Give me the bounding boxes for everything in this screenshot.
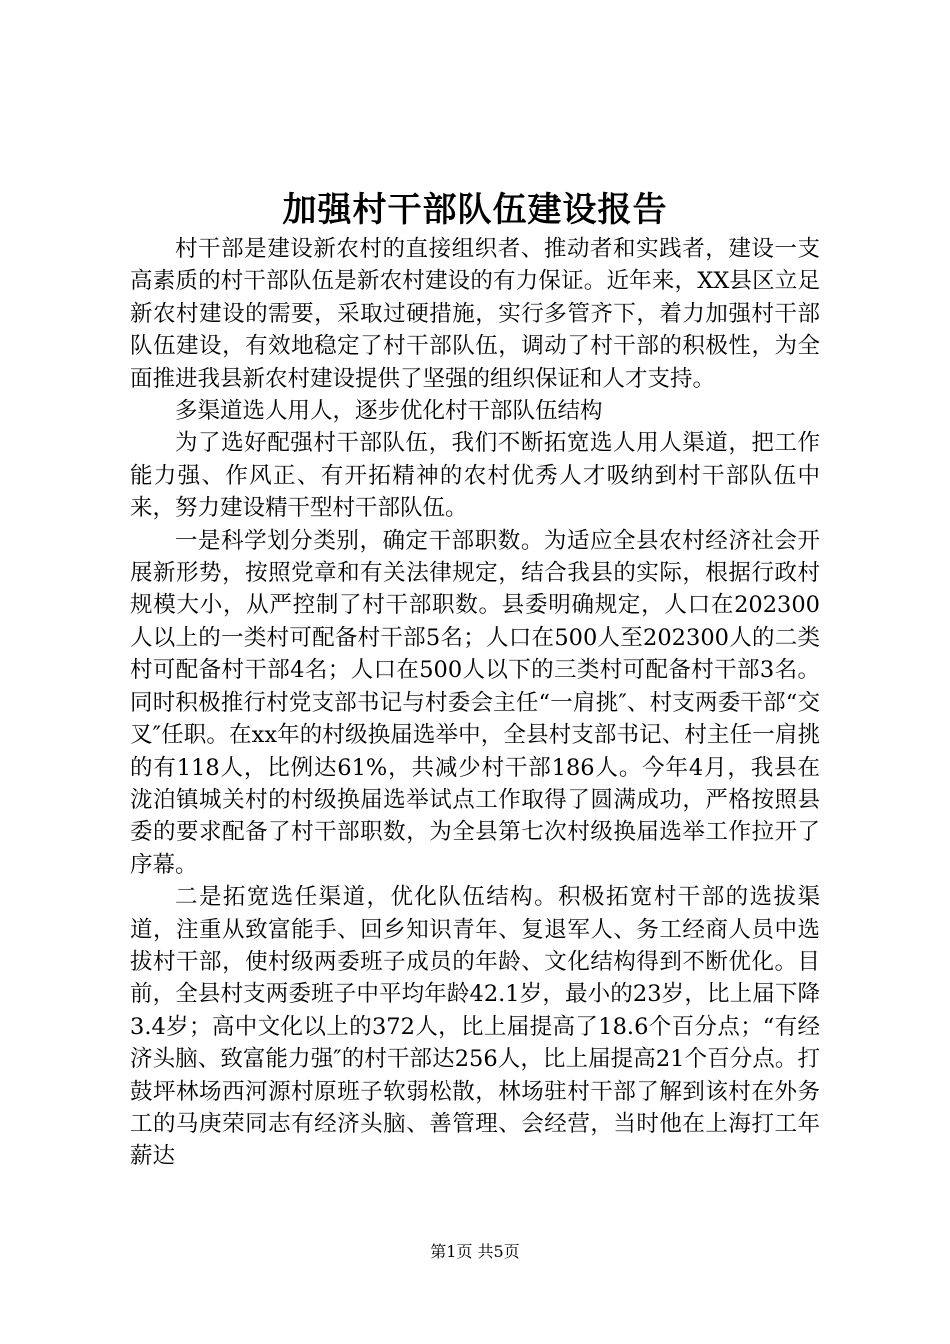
document-title: 加强村干部队伍建设报告 <box>282 190 668 230</box>
document-body <box>130 233 820 1173</box>
paragraph-point-two: 二是拓宽选任渠道，优化队伍结构。积极拓宽村干部的选拔渠道，注重从致富能手、回乡知识青年、复退军人、务工经商人员中选拔村干部，使村级两委班子成员的年龄、文化结构得到不断优化。目前，全县村支两委班子中平均年龄42.1岁，最小的23岁，比上届下降3.4岁；高中文化以上的372人，比上届提高了18.6个百分点；“有经济头脑、致富能力强″的村干部达256人，比上届提高21个百分点。打鼓坪林场西河源村原班子软弱松散，林场驻村干部了解到该村在外务工的马庚荣同志有经济头脑、善管理、会经营，当时他在上海打工年薪达 <box>130 884 820 1170</box>
page-footer: 第1页 共5页 <box>430 1242 520 1261</box>
paragraph-intro: 村干部是建设新农村的直接组织者、推动者和实践者，建设一支高素质的村干部队伍是新农村建设的有力保证。近年来，XX县区立足新农村建设的需要，采取过硬措施，实行多管齐下，着力加强村干部队伍建设，有效地稳定了村干部队伍，调动了村干部的积极性，为全面推进我县新农村建设提供了坚强的组织保证和人才支持。 <box>130 236 820 392</box>
paragraph-point-one: 一是科学划分类别，确定干部职数。为适应全县农村经济社会开展新形势，按照党章和有关法律规定，结合我县的实际，根据行政村规模大小，从严控制了村干部职数。县委明确规定，人口在202300人以上的一类村可配备村干部5名；人口在500人至202300人的二类村可配备村干部4名；人口在500人以下的三类村可配备村干部3名。同时积极推行村党支部书记与村委会主任“一肩挑″、村支两委干部“交叉″任职。在xx年的村级换届选举中，全县村支部书记、村主任一肩挑的有118人，比例达61%，共减少村干部186人。今年4月，我县在泷泊镇城关村的村级换届选举试点工作取得了圆满成功，严格按照县委的要求配备了村干部职数，为全县第七次村级换届选举工作拉开了序幕。 <box>130 527 820 878</box>
section-heading: 多渠道选人用人，逐步优化村干部队伍结构 <box>175 398 603 425</box>
paragraph-overview: 为了选好配强村干部队伍，我们不断拓宽选人用人渠道，把工作能力强、作风正、有开拓精神的农村优秀人才吸纳到村干部队伍中来，努力建设精干型村干部队伍。 <box>130 430 820 522</box>
